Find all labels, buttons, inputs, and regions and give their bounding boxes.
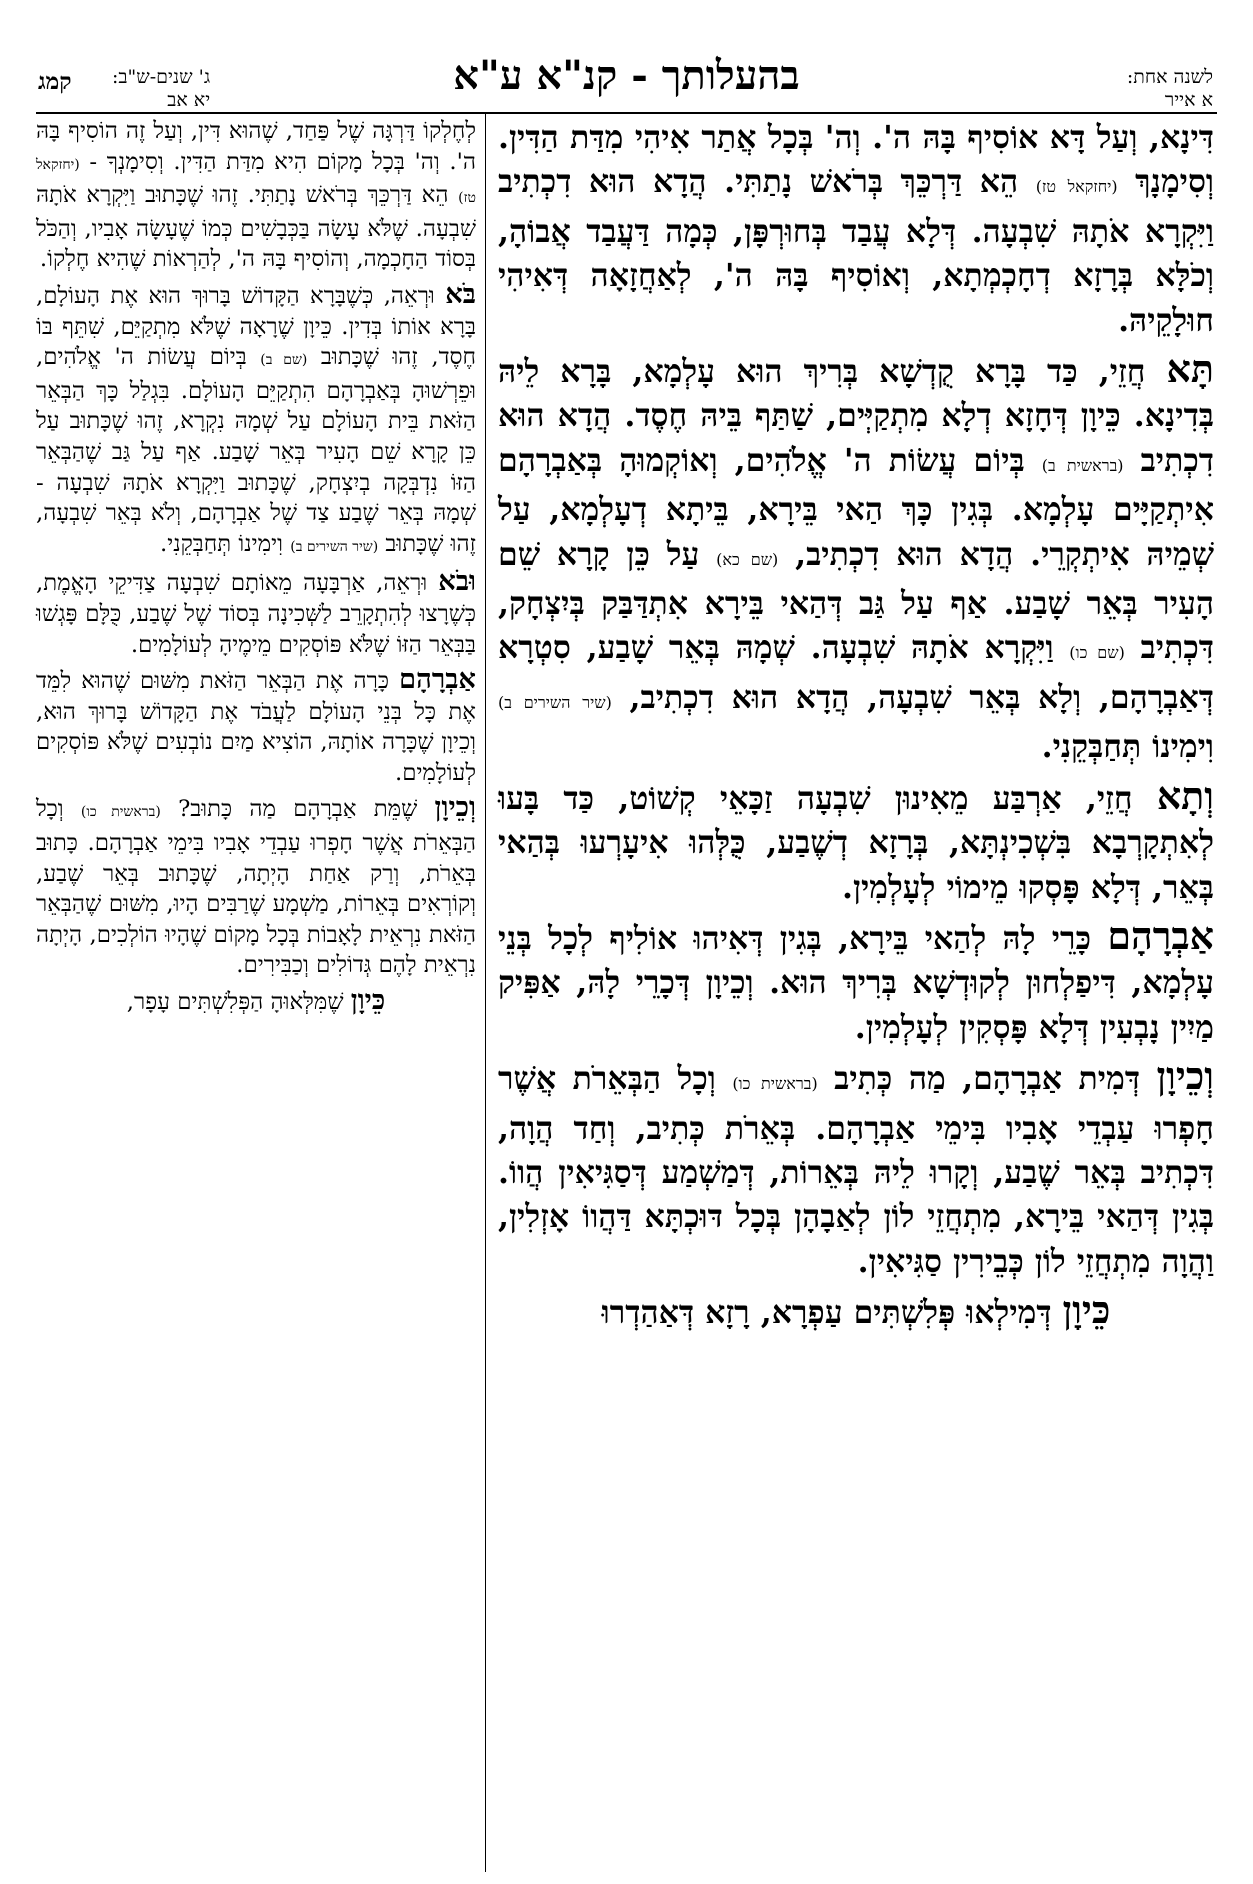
lead-word: תָּא (1166, 346, 1214, 392)
lead-word: בֹּא (445, 277, 476, 310)
text-segment: וַיִּקְרָא אֹתָהּ שִׁבְעָה. שְׁמָהּ בְּאֵר שָׁבַע, סִטְרָא דְּאַבְרָהָם, וְלָא בְּאֵר שִׁבְעָה, הֲדָא הוּא דִכְתִיב, (498, 629, 1215, 716)
text-segment: כָּרָה אֶת הַבְּאֵר הַזֹּאת מִשּׁוּם שֶׁהוּא לִמֵּד אֶת כָּל בְּנֵי הָעוֹלָם לַעֲבֹד אֶת הַקָּדוֹשׁ בָּרוּךְ הוּא, וְכֵיוָן שֶׁכָּרָה אוֹתָהּ, הוֹצִיא מַיִם נוֹבְעִים שֶׁלֹּא פּוֹסְקִים לְעוֹלָמִים. (36, 668, 476, 786)
text-segment: וִימִינוֹ תְּחַבְּקֵנִי. (159, 530, 291, 557)
main-paragraph (498, 1054, 1214, 1284)
text-segment: הֵא דַּרְכֵּךְ בְּרֹאשׁ נָתַתִּי. זֶהוּ שֶׁכָּתוּב וַיִּקְרָא אֹתָהּ שִׁבְעָה. שֶׁלֹּא עָשָׂה בַּכְּבָשִׁים כְּמוֹ שֶׁעָשָׂה אָבִיו, וְהַכֹּל בְּסוֹד הַחָכְמָה, וְהוֹסִיף בָּהּ ה', לְהַרְאוֹת שֶׁהִיא חֶלְקוֹ. (36, 182, 476, 273)
lead-word: וְכֵיוָן (434, 791, 476, 824)
translation-paragraph (36, 664, 476, 788)
lead-word: כֵּיוָן (350, 984, 386, 1017)
text-segment: לְחֶלְקוֹ דַּרְגָּה שֶׁל פַּחַד, שֶׁהוּא דִּין, וְעַל זֶה הוֹסִיף בָּהּ ה'. וְה' בְּכָל מָקוֹם הִיא מִדַּת הַדִּין. וְסִימָנְךָ - (36, 118, 476, 175)
right-study-schedule (1127, 66, 1213, 112)
right-schedule-date: א אייר (1164, 89, 1213, 111)
main-paragraph (498, 914, 1214, 1050)
lead-word: וּבֹא (438, 565, 476, 598)
translation-paragraph (36, 116, 476, 275)
verse-reference: (בראשית כו) (732, 1074, 818, 1094)
text-segment: וְכָל הַבְּאֵרֹת אֲשֶׁר חָפְרוּ עַבְדֵי אָבִיו בִּימֵי אַבְרָהָם. בְּאֵרֹת כְּתִיב, וְחַד הֲוָה, דִּכְתִיב בְּאֵר שֶׁבַע, וְקָרוּ לֵיהּ בְּאֵרוֹת, דְּמַשְׁמַע דְּסַגִּיאִין הֲווֹ. בְּגִין דְּהַאי בֵּירָא, מִתְחֲזֵי לוֹן לְאַבָהָן בְּכָל דּוּכְתָּא דַּהֲווֹ אָזְלִין, וַהֲוָה מִתְחֲזֵי לוֹן כְּבֵירִין סַגִּיאִין. (498, 1060, 1214, 1280)
text-segment: עַל כֵּן קָרָא שֵׁם הָעִיר בְּאֵר שָׁבַע. אַף עַל גַּב דְּהַאי בֵּירָא אִתְדַּבַּק בְּיִצְחָק, דִּכְתִיב (498, 535, 1215, 667)
verse-reference: (שיר השירים ב) (498, 692, 612, 712)
text-segment: חֲזֵי, אַרְבַּע מֵאִינוּן שִׁבְעָה זַכָּאֵי קְשׁוֹט, כַּד בָּעוּ לְאִתְקָרְבָא בִּשְׁכִינְתָּא, בְּרָזָא דְשֶׁבַע, כֻּלְּהוּ אִיעָרְעוּ בְּהַאי בְּאֵר, דְּלָא פָּסְקוּ מֵימוֹי לְעָלְמִין. (498, 779, 1214, 906)
verse-reference: (שם ב) (260, 352, 308, 369)
right-schedule-label: לשנה אחת: (1126, 66, 1213, 88)
text-segment: וִימִינוֹ תְּחַבְּקֵנִי. (1041, 728, 1214, 766)
verse-reference: (שם כא) (716, 549, 779, 569)
text-segment: דִּינָא, וְעַל דָּא אוֹסִיף בָּהּ ה'. וְה' בְּכָל אֲתַר אִיהִי מִדַּת הַדִּין. וְסִימָנָךְ (498, 119, 1215, 201)
verse-reference: (שיר השירים ב) (290, 538, 379, 555)
left-schedule-label: ג' שנים-ש"ב: (112, 66, 211, 88)
text-segment: חֲזֵי, כַּד בָּרָא קֻדְשָׁא בְּרִיךְ הוּא עָלְמָא, בָּרָא לֵיהּ בְּדִינָא. כֵּיוָן דְּחָזָא דְלָא מִתְקַיְּים, שַׁתַּף בֵּיהּ חֶסֶד. הֲדָא הוּא דִכְתִיב (498, 353, 1214, 479)
lead-word: אַבְרָהָם (399, 663, 476, 696)
translation-paragraph (36, 279, 476, 562)
left-schedule-date: יא אב (167, 89, 211, 111)
text-segment: בְּיוֹם עֲשׂוֹת ה' אֱלֹהִים, וּפֵרְשׁוּהָ בְּאַבְרָהָם הִתְקַיֵּם הָעוֹלָם. בִּגְלַל כָּךְ הַבְּאֵר הַזֹּאת בֵּית הָעוֹלָם עַל שְׁמָהּ נִקְרָא, זֶהוּ שֶׁכָּתוּב עַל כֵּן קָרָא שֵׁם הָעִיר בְּאֵר שָׁבַע. אַף עַל גַּב שֶׁהַבְּאֵר הַזּוֹ נִדְבְּקָה בְיִצְחָק, שֶׁכָּתוּב וַיִּקְרָא אֹתָהּ שִׁבְעָה - שְׁמָהּ בְּאֵר שֶׁבַע צַד שֶׁל אַבְרָהָם, וְלֹא בְּאֵר שִׁבְעָה, זֶהוּ שֶׁכָּתוּב (36, 344, 476, 557)
verse-reference: (בראשית כו) (80, 804, 161, 821)
verse-reference: (יחזקאל טז) (36, 156, 476, 207)
translation-paragraph (36, 792, 476, 981)
main-paragraph (498, 774, 1214, 910)
text-segment: בְּיוֹם עֲשׂוֹת ה' אֱלֹהִים, וְאוֹקְמוּהָ בְּאַבְרָהָם אִיתְקַיָּים עָלְמָא. בְּגִין כָּךְ הַאי בֵּירָא, בֵּיתָא דְעָלְמָא, עַל שְׁמֵיהּ אִיתְקְרֵי. הֲדָא הוּא דִכְתִיב, (498, 441, 1214, 573)
page-number: קמג (38, 68, 72, 95)
text-segment: דְּמִית אַבְרָהָם, מַה כְּתִיב (817, 1060, 1157, 1098)
text-segment: הֵא דַּרְכֵּךְ בְּרֹאשׁ נָתַתִּי. הֲדָא הוּא דִכְתִיב וַיִּקְרָא אֹתָהּ שִׁבְעָה. דְּלָא עֲבַד בְּחוּרְפָּן, כְּמָה דַּעֲבַד אֲבוֹהָ, וְכֹלָּא בְּרָזָא דְחָכְמְתָא, וְאוֹסִיף בָּהּ ה', לְאַחֲזָאָה דְּאִיהִי חוּלָקֵיהּ. (498, 163, 1214, 339)
verse-reference: (יחזקאל טז) (1035, 177, 1118, 197)
text-segment: כָּרֵי לָהּ לְהַאי בֵּירָא, בְּגִין דְּאִיהוּ אוֹלִיף לְכָל בְּנֵי עָלְמָא, דִּיפַלְחוּן לְקוּדְשָׁא בְּרִיךְ הוּא. וְכֵיוָן דְּכָרֵי לָהּ, אַפִּיק מַיִין נָבְעִין דְּלָא פָּסְקִין לְעָלְמִין. (498, 919, 1214, 1046)
main-paragraph (498, 116, 1214, 343)
text-segment: דְּמִילְאוּ פְּלִשְׁתִּים עַפְרָא, רָזָא דְּאַהַדְרוּ (601, 1294, 1063, 1332)
lead-word: וְתָא (1156, 772, 1214, 818)
column-divider (485, 114, 486, 1872)
main-paragraph (498, 1288, 1214, 1335)
page-title: בהעלותך - קנ"א ע"א (453, 52, 800, 99)
lead-word: וְכֵיוָן (1156, 1053, 1215, 1099)
main-paragraph (498, 347, 1214, 770)
hebrew-translation-column (36, 116, 476, 1018)
text-segment: שֶׁמִּלְּאוּהָ הַפְּלִשְׁתִּים עָפָר, (126, 989, 351, 1016)
text-segment: וּרְאֵה, אַרְבָּעָה מֵאוֹתָם שִׁבְעָה צַדִּיקֵי הָאֱמֶת, כְּשֶׁרָצוּ לְהִתְקָרֵב לַשְּׁכִינָה בְּסוֹד שֶׁל שֶׁבַע, כֻּלָּם פָּגְשׁוּ בַּבְּאֵר הַזּוֹ שֶׁלֹּא פּוֹסְקִים מֵימֶיהָ לְעוֹלָמִים. (36, 570, 476, 658)
verse-reference: (שם כו) (1069, 643, 1125, 663)
header-divider (36, 112, 1217, 114)
aramaic-main-column (498, 116, 1214, 1336)
left-study-schedule (112, 66, 210, 112)
verse-reference: (בראשית ב) (1041, 455, 1124, 475)
text-segment: וּרְאֵה, כְּשֶׁבָּרָא הַקָּדוֹשׁ בָּרוּךְ הוּא אֶת הָעוֹלָם, בָּרָא אוֹתוֹ בְּדִין. כֵּיוָן שֶׁרָאָה שֶׁלֹּא מִתְקַיֵּם, שִׁתֵּף בּוֹ חֶסֶד, זֶהוּ שֶׁכָּתוּב (36, 282, 476, 371)
lead-word: כֵּיוָן (1062, 1287, 1111, 1333)
lead-word: אַבְרָהָם (1107, 912, 1214, 958)
translation-paragraph (36, 566, 476, 660)
translation-paragraph (36, 985, 476, 1018)
text-segment: וְכָל הַבְּאֵרֹת אֲשֶׁר חָפְרוּ עַבְדֵי אָבִיו בִּימֵי אַבְרָהָם. כָּתוּב בְּאֵרֹת, וְרַק אַחַת הָיְתָה, שֶׁכָּתוּב בְּאֵר שֶׁבַע, וְקוֹרְאִים בְּאֵרוֹת, מַשְׁמָע שֶׁרַבִּים הָיוּ, מִשּׁוּם שֶׁהַבְּאֵר הַזֹּאת נִרְאֵית לָאָבוֹת בְּכָל מָקוֹם שֶׁהָיוּ הוֹלְכִים, הָיְתָה נִרְאֵית לָהֶם גְּדוֹלִים וְכַבִּירִים. (36, 796, 476, 979)
text-segment: שֶׁמֵּת אַבְרָהָם מַה כָּתוּב? (160, 796, 435, 823)
